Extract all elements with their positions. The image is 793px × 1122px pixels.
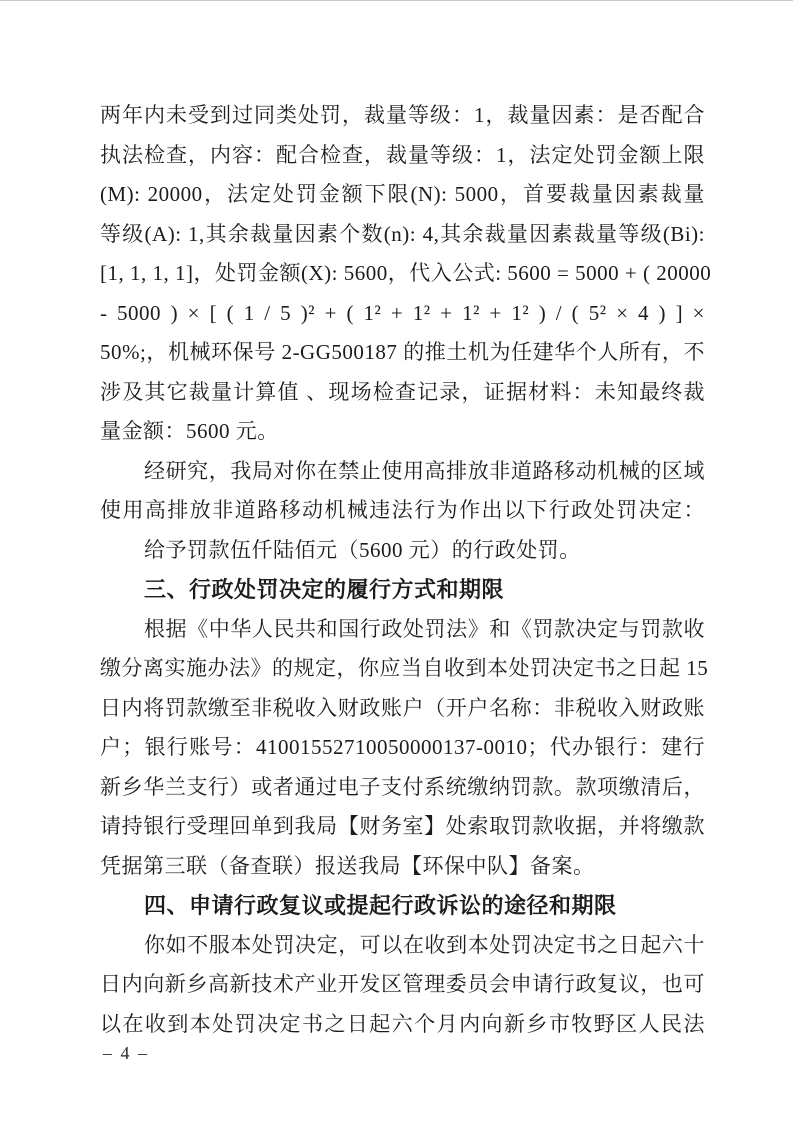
text-line-02: 执法检查，内容：配合检查，裁量等级：1，法定处罚金额上限 <box>100 142 705 167</box>
text-line-11: 使用高排放非道路移动机械违法行为作出以下行政处罚决定： <box>100 498 705 522</box>
text-line-07: 50%;，机械环保号 2-GG500187 的推土机为任建华个人所有，不 <box>100 340 705 364</box>
text-line-20: 凭据第三联（备查联）报送我局【环保中队】备案。 <box>100 853 595 878</box>
text-line-03: (M): 20000，法定处罚金额下限(N): 5000，首要裁量因素裁量 <box>100 182 705 206</box>
text-line-08: 涉及其它裁量计算值 、现场检查记录，证据材料：未知最终裁 <box>100 379 705 404</box>
scan-edge-line <box>0 0 793 1</box>
text-line-15: 缴分离实施办法》的规定，你应当自收到本处罚决定书之日起 15 <box>100 656 709 680</box>
text-line-19: 请持银行受理回单到我局【财务室】处索取罚款收据，并将缴款 <box>100 814 705 838</box>
section-heading-four: 四、申请行政复议或提起行政诉讼的途径和期限 <box>144 893 617 918</box>
text-line-01: 两年内未受到过同类处罚，裁量等级：1，裁量因素：是否配合 <box>100 103 705 127</box>
bank-account-line: 户；银行账号：41001552710050000137-0010；代办银行：建行 <box>100 735 705 759</box>
text-line-14: 根据《中华人民共和国行政处罚法》和《罚款决定与罚款收 <box>144 616 705 641</box>
text-line-16: 日内将罚款缴至非税收入财政账户（开户名称：非税收入财政账 <box>100 695 705 720</box>
text-line-09: 量金额：5600 元。 <box>100 419 279 443</box>
section-heading-three: 三、行政处罚决定的履行方式和期限 <box>144 577 505 602</box>
text-line-23: 日内向新乡高新技术产业开发区管理委员会申请行政复议，也可 <box>100 972 705 996</box>
document-body <box>100 96 712 1044</box>
text-line-18: 新乡华兰支行）或者通过电子支付系统缴纳罚款。款项缴清后， <box>100 774 705 799</box>
formula-line: - 5000 ) × [ ( 1 / 5 )² + ( 1² + 1² + 1² + 1² ) / ( 5² × 4 ) ] × <box>100 300 705 325</box>
text-line-04: 等级(A): 1,其余裁量因素个数(n): 4,其余裁量因素裁量等级(Bi): <box>100 221 705 246</box>
penalty-amount-line: 给予罚款伍仟陆佰元（5600 元）的行政处罚。 <box>144 537 581 562</box>
text-line-24: 以在收到本处罚决定书之日起六个月内向新乡市牧野区人民法 <box>100 1011 705 1036</box>
text-line-10: 经研究，我局对你在禁止使用高排放非道路移动机械的区域 <box>144 458 705 483</box>
text-line-05: [1, 1, 1, 1]，处罚金额(X): 5600，代入公式: 5600 = 5000 + ( 20000 <box>100 261 712 285</box>
page-number: – 4 – <box>103 1043 149 1063</box>
text-line-22: 你如不服本处罚决定，可以在收到本处罚决定书之日起六十 <box>144 932 705 957</box>
